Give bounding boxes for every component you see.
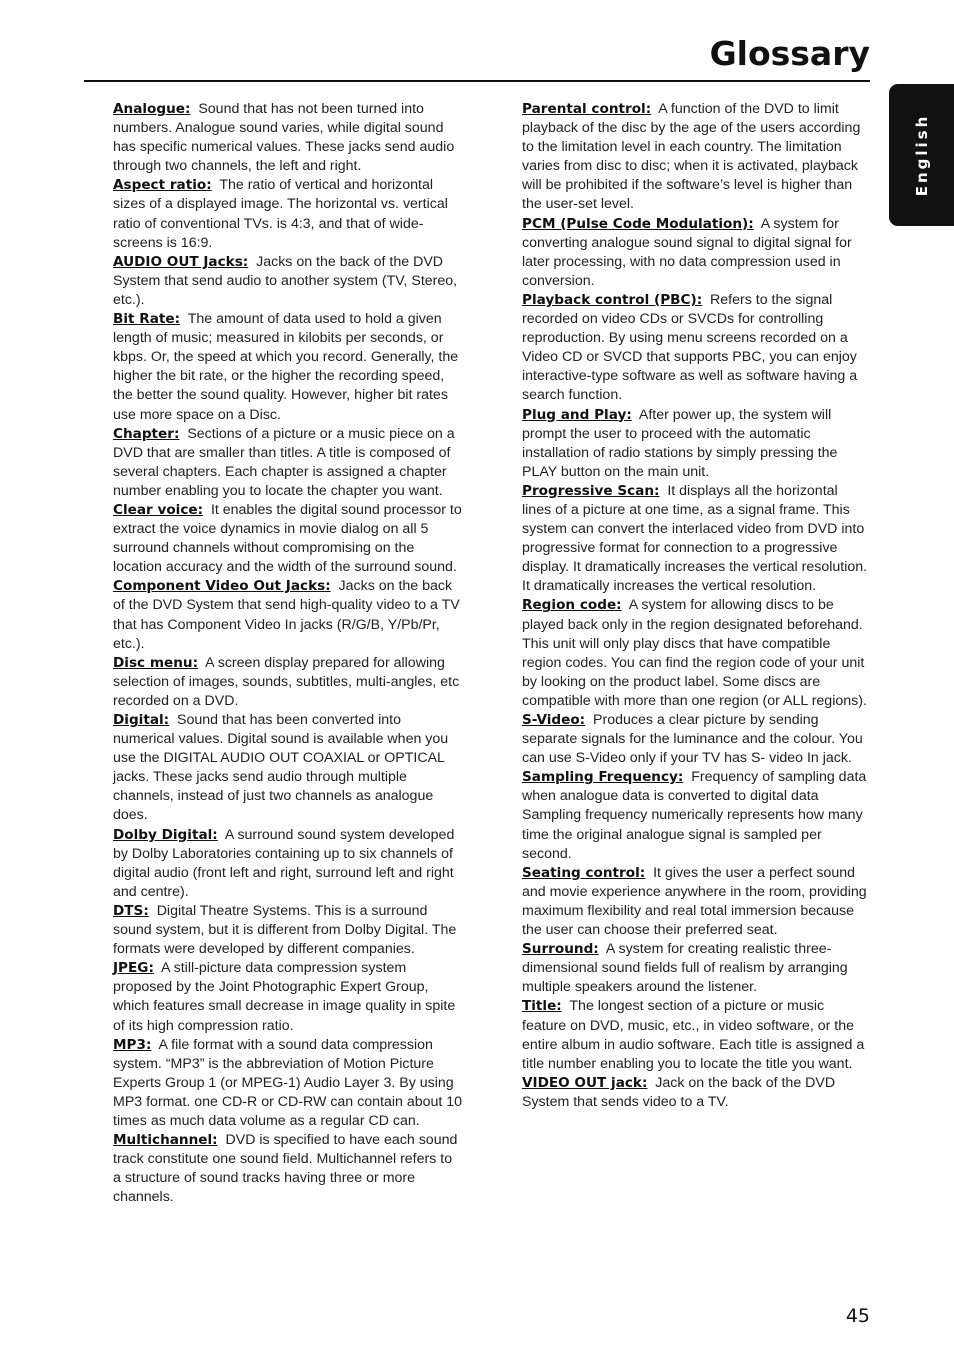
glossary-term: Disc menu:: [113, 654, 199, 671]
glossary-term: MP3:: [113, 1036, 152, 1053]
glossary-entry: [113, 253, 463, 310]
glossary-term: Title:: [522, 998, 562, 1015]
glossary-term: Component Video Out Jacks:: [113, 578, 331, 595]
glossary-entry: [113, 501, 463, 577]
glossary-term: S-Video:: [522, 712, 586, 728]
glossary-definition: Digital Theatre Systems. This is a surround sound system, but it is different from Dolby Digital. The formats were developed by different companies.: [113, 902, 457, 958]
glossary-term: Plug and Play:: [522, 406, 632, 423]
glossary-term: VIDEO OUT jack:: [522, 1074, 648, 1091]
page-number: 45: [845, 1305, 870, 1327]
glossary-entry: [522, 864, 870, 940]
glossary-entry: [113, 100, 463, 176]
language-tab: [889, 84, 954, 226]
glossary-definition: A still-picture data compression system proposed by the Joint Photographic Expert Group, which features small decrease in image quality in spite of its high compression ratio.: [113, 960, 456, 1034]
glossary-term: Digital:: [113, 712, 170, 728]
glossary-definition: A screen display prepared for allowing selection of images, sounds, subtitles, multi-angles, etc recorded on a DVD.: [113, 654, 460, 709]
glossary-definition: Produces a clear picture by sending separate signals for the luminance and the colour. You can use S-Video only if your TV has S- video In jack.: [522, 712, 863, 767]
glossary-term: Chapter:: [113, 425, 180, 442]
glossary-term: Region code:: [522, 597, 622, 614]
glossary-entry: [522, 482, 870, 597]
glossary-term: Sampling Frequency:: [522, 769, 684, 786]
glossary-definition: Jack on the back of the DVD System that sends video to a TV.: [522, 1074, 836, 1110]
glossary-definition: Sound that has been converted into numerical values. Digital sound is available when you use the DIGITAL AUDIO OUT COAXIAL or OPTICAL jacks. These jacks send audio through multiple channels, instead of just two channels as analogue does.: [113, 712, 449, 824]
glossary-entry: [522, 596, 870, 711]
glossary-definition: A system for allowing discs to be played back only in the region designated beforehand. This unit will only play discs that have compatible region codes. You can find the region code of your unit by looking on the product label. Some discs are compatible with more than one region (or ALL regions).: [522, 597, 867, 709]
glossary-definition: A surround sound system developed by Dolby Laboratories containing up to six channels of digital audio (front left and right, surround left and right and centre).: [113, 826, 455, 900]
glossary-term: Dolby Digital:: [113, 826, 218, 843]
glossary-entry: [522, 997, 870, 1073]
glossary-entry: [113, 959, 463, 1035]
glossary-definition: DVD is specified to have each sound track constitute one sound field. Multichannel refers to a structure of sound tracks having three or more channels.: [113, 1132, 458, 1206]
glossary-term: Bit Rate:: [113, 311, 181, 328]
glossary-definition: A system for creating realistic three-dimensional sound fields full of realism by arranging multiple speakers around the listener.: [522, 941, 848, 996]
glossary-entry: [113, 176, 463, 252]
glossary-definition: It gives the user a perfect sound and movie experience anywhere in the room, providing maximum flexibility and real total immersion because the user can choose their preferred seat.: [522, 864, 867, 939]
glossary-definition: Jacks on the back of the DVD System that send high-quality video to a TV that has Component Video In jacks (R/G/B, Y/Pb/Pr, etc.).: [113, 578, 460, 652]
glossary-term: Analogue:: [113, 101, 191, 117]
glossary-term: Multichannel:: [113, 1132, 218, 1149]
glossary-entry: [113, 1036, 463, 1131]
glossary-definition: A file format with a sound data compression system. “MP3” is the abbreviation of Motion Picture Experts Group 1 (or MPEG-1) Audio Layer 3. By using MP3 format. one CD-R or CD-RW can contain about 10 times as much data volume as a regular CD can.: [113, 1036, 463, 1129]
glossary-entry: [522, 768, 870, 863]
glossary-right-column: [522, 100, 870, 1112]
glossary-definition: Frequency of sampling data when analogue data is converted to digital data Sampling frequency numerically represents how many time the original analogue signal is sampled per second.: [522, 769, 867, 862]
glossary-entry: [113, 902, 463, 959]
glossary-entry: [522, 406, 870, 482]
glossary-definition: It enables the digital sound processor to extract the voice dynamics in movie dialog on all 5 surround channels without compromising on the location accuracy and the width of the surround sound.: [113, 501, 462, 576]
glossary-definition: The amount of data used to hold a given length of music; measured in kilobits per seconds, or kbps. Or, the speed at which you record. Generally, the higher the bit rate, or the higher the recording speed, the better the sound quality. However, higher bit rates use more space on a Disc.: [113, 311, 459, 423]
glossary-entry: [522, 940, 870, 997]
glossary-entry: [113, 711, 463, 826]
glossary-definition: It displays all the horizontal lines of a picture at one time, as a signal frame. This system can convert the interlaced video from DVD into progressive format for connection to a progressive display. It dramatically increases the vertical resolution. It dramatically increases the vertical resolution.: [522, 482, 868, 595]
glossary-entry: [113, 310, 463, 425]
glossary-definition: The longest section of a picture or music feature on DVD, music, etc., in video software, or the entire album in audio software. Each title is assigned a title number enabling you to locate the title you want.: [522, 998, 865, 1072]
glossary-definition: A system for converting analogue sound signal to digital signal for later processing, with no data compression used in conversion.: [522, 215, 852, 289]
title-rule: [84, 80, 870, 82]
glossary-entry: [522, 215, 870, 291]
glossary-entry: [113, 577, 463, 653]
glossary-definition: Jacks on the back of the DVD System that send audio to another system (TV, Stereo, etc.).: [113, 253, 458, 308]
glossary-entry: [522, 711, 870, 768]
glossary-definition: Refers to the signal recorded on video CDs or SVCDs for controlling reproduction. By using menu screens recorded on a Video CD or SVCD that supports PBC, you can enjoy interactive-type software as well as software having a search function.: [522, 291, 858, 404]
glossary-entry: [113, 425, 463, 501]
glossary-definition: A function of the DVD to limit playback of the disc by the age of the users according to the limitation level in each country. The limitation varies from disc to disc; when it is activated, playback will be prohibited if the software’s level is higher than the user-set level.: [522, 101, 861, 213]
glossary-entry: [522, 1074, 870, 1112]
glossary-term: Seating control:: [522, 864, 646, 881]
language-tab-label: English: [912, 113, 931, 197]
glossary-definition: After power up, the system will prompt the user to proceed with the automatic installation of radio stations by simply pressing the PLAY button on the main unit.: [522, 406, 838, 480]
glossary-entry: [522, 100, 870, 215]
glossary-definition: The ratio of vertical and horizontal sizes of a displayed image. The horizontal vs. vertical ratio of conventional TVs. is 4:3, and that of wide-screens is 16:9.: [113, 177, 448, 251]
glossary-entry: [113, 826, 463, 902]
glossary-term: JPEG:: [113, 960, 154, 977]
page-title: Glossary: [709, 34, 870, 73]
glossary-term: Aspect ratio:: [113, 177, 212, 194]
glossary-left-column: [113, 100, 463, 1207]
glossary-entry: [522, 291, 870, 406]
glossary-term: Parental control:: [522, 101, 652, 117]
glossary-term: DTS:: [113, 902, 149, 919]
glossary-term: AUDIO OUT Jacks:: [113, 253, 249, 270]
glossary-term: Clear voice:: [113, 501, 204, 518]
glossary-entry: [113, 654, 463, 711]
glossary-term: Progressive Scan:: [522, 482, 660, 499]
glossary-definition: Sections of a picture or a music piece on a DVD that are smaller than titles. A title is composed of several chapters. Each chapter is assigned a chapter number enabling you to locate the chapter you want.: [113, 425, 455, 499]
glossary-term: PCM (Pulse Code Modulation):: [522, 215, 754, 232]
glossary-definition: Sound that has not been turned into numbers. Analogue sound varies, while digital sound has specific numerical values. These jacks send audio through two channels, the left and right.: [113, 101, 455, 175]
glossary-term: Playback control (PBC):: [522, 291, 703, 308]
glossary-entry: [113, 1131, 463, 1207]
glossary-term: Surround:: [522, 941, 599, 958]
